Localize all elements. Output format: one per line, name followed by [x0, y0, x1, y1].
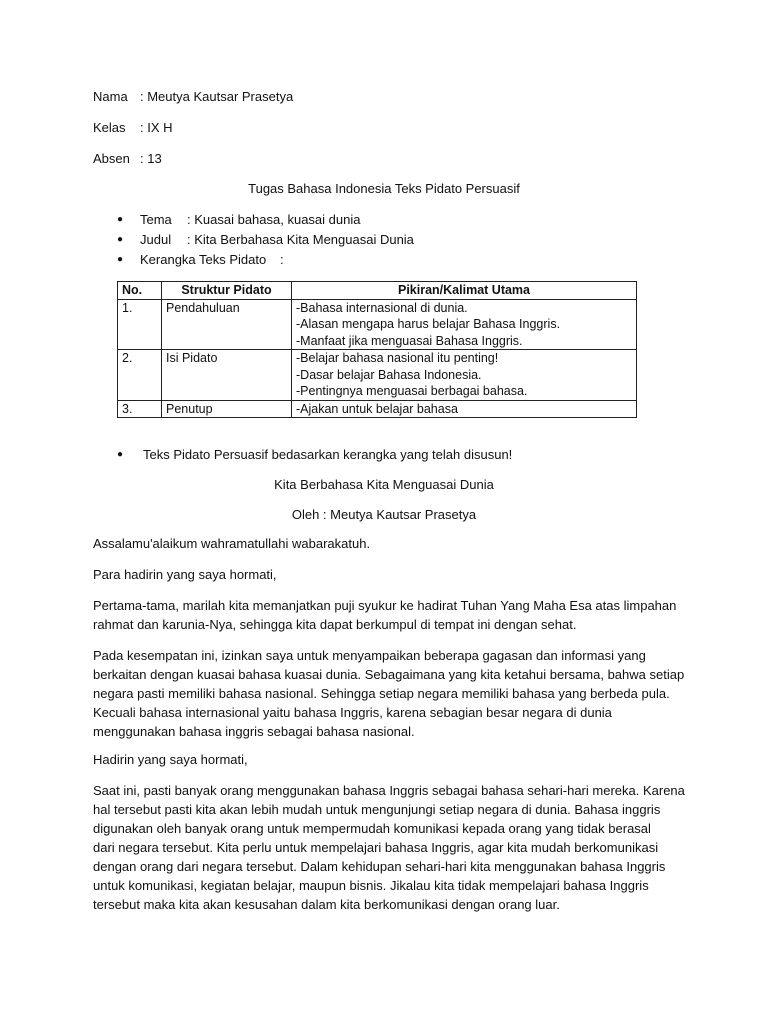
kelas-label: Kelas: [93, 120, 126, 135]
table-row: [118, 299, 637, 350]
pikiran-line: -Pentingnya menguasai berbagai bahasa.: [296, 384, 528, 398]
page-title: Tugas Bahasa Indonesia Teks Pidato Persuasif: [248, 181, 520, 196]
pikiran-line: -Alasan mengapa harus belajar Bahasa Inggris.: [296, 317, 561, 331]
row-number: 3.: [118, 400, 162, 418]
paragraph-line: menggunakan bahasa inggris sebagai bahasa nasional.: [93, 724, 415, 739]
kerangka-table: [117, 281, 637, 418]
greeting: Assalamu'alaikum wahramatullahi wabarakatuh.: [93, 536, 371, 551]
bullet-text: Teks Pidato Persuasif bedasarkan kerangka yang telah disusun!: [143, 447, 513, 462]
paragraph-line: untuk komunikasi, kegiatan belajar, maupun bisnis. Jikalau kita tidak mempelajari bahasa Inggris: [93, 878, 649, 893]
bullet-icon: ●: [117, 254, 124, 265]
paragraph-line: tersebut maka kita akan kesusahan dalam kita berkomunikasi dengan orang luar.: [93, 897, 560, 912]
judul-value: : Kita Berbahasa Kita Menguasai Dunia: [187, 232, 414, 247]
table-row: [118, 350, 637, 401]
row-pikiran: [292, 350, 637, 401]
paragraph-line: negara pasti memiliki bahasa nasional. Sehingga setiap negara memiliki bahasa yang berbeda pula.: [93, 686, 670, 701]
speech-author: Oleh : Meutya Kautsar Prasetya: [291, 507, 477, 522]
paragraph-line: Pada kesempatan ini, izinkan saya untuk menyampaikan beberapa gagasan dan informasi yang: [93, 648, 646, 663]
paragraph-2: [93, 646, 683, 741]
nama-value: : Meutya Kautsar Prasetya: [140, 89, 294, 104]
paragraph-line: hal tersebut pasti kita akan lebih mudah untuk mengunjungi setiap negara di dunia. Bahasa inggris: [93, 802, 661, 817]
pikiran-line: -Ajakan untuk belajar bahasa: [296, 401, 458, 416]
table-header: Pikiran/Kalimat Utama: [292, 282, 637, 300]
paragraph-line: Saat ini, pasti banyak orang menggunakan bahasa Inggris sebagai bahasa sehari-hari mereka. Karena: [93, 783, 685, 798]
row-pikiran: [292, 299, 637, 350]
audience-greeting: Hadirin yang saya hormati,: [93, 752, 248, 767]
table-header: Struktur Pidato: [162, 282, 292, 300]
bullet-icon: ●: [117, 449, 124, 460]
row-struktur: Isi Pidato: [162, 350, 292, 401]
pikiran-line: -Bahasa internasional di dunia.: [296, 300, 468, 315]
row-struktur: Penutup: [162, 400, 292, 418]
paragraph-line: berkaitan dengan kuasai bahasa kuasai dunia. Sebagaimana yang kita ketahui bersama, bahwa setiap: [93, 667, 685, 682]
speech-title: Kita Berbahasa Kita Menguasai Dunia: [274, 477, 494, 492]
kerangka-label: Kerangka Teks Pidato: [140, 252, 267, 267]
row-struktur: Pendahuluan: [162, 299, 292, 350]
table-header-row: [118, 282, 637, 300]
pikiran-line: -Manfaat jika menguasai Bahasa Inggris.: [296, 333, 523, 348]
paragraph-line: dari negara tersebut. Kita perlu untuk mempelajari bahasa Inggris, agar kita mudah berkomunikasi: [93, 840, 659, 855]
absen-label: Absen: [93, 151, 130, 166]
row-number: 1.: [118, 299, 162, 350]
tema-value: : Kuasai bahasa, kuasai dunia: [187, 212, 361, 227]
row-number: 2.: [118, 350, 162, 401]
paragraph-1: [93, 596, 683, 634]
nama-label: Nama: [93, 89, 128, 104]
kerangka-value: :: [280, 252, 284, 267]
paragraph-line: digunakan oleh banyak orang untuk mempermudah komunikasi kepada orang yang tidak berasal: [93, 821, 651, 836]
paragraph-line: Pertama-tama, marilah kita memanjatkan puji syukur ke hadirat Tuhan Yang Maha Esa atas limpahan: [93, 598, 677, 613]
paragraph-line: rahmat dan karunia-Nya, sehingga kita dapat berkumpul di tempat ini dengan sehat.: [93, 617, 577, 632]
paragraph-line: dengan orang dari negara tersebut. Dalam kehidupan sehari-hari kita menggunakan bahasa Inggris: [93, 859, 666, 874]
judul-label: Judul: [140, 232, 172, 247]
tema-label: Tema: [140, 212, 172, 227]
table-header: No.: [118, 282, 162, 300]
row-pikiran: [292, 400, 637, 418]
absen-value: : 13: [140, 151, 162, 166]
table-row: [118, 400, 637, 418]
bullet-icon: ●: [117, 234, 124, 245]
paragraph-3: [93, 781, 683, 914]
audience-greeting: Para hadirin yang saya hormati,: [93, 567, 277, 582]
bullet-icon: ●: [117, 214, 124, 225]
pikiran-line: -Belajar bahasa nasional itu penting!: [296, 351, 499, 365]
kelas-value: : IX H: [140, 120, 173, 135]
pikiran-line: -Dasar belajar Bahasa Indonesia.: [296, 367, 482, 382]
paragraph-line: Kecuali bahasa internasional yaitu bahasa Inggris, karena sebagian besar negara di dunia: [93, 705, 612, 720]
